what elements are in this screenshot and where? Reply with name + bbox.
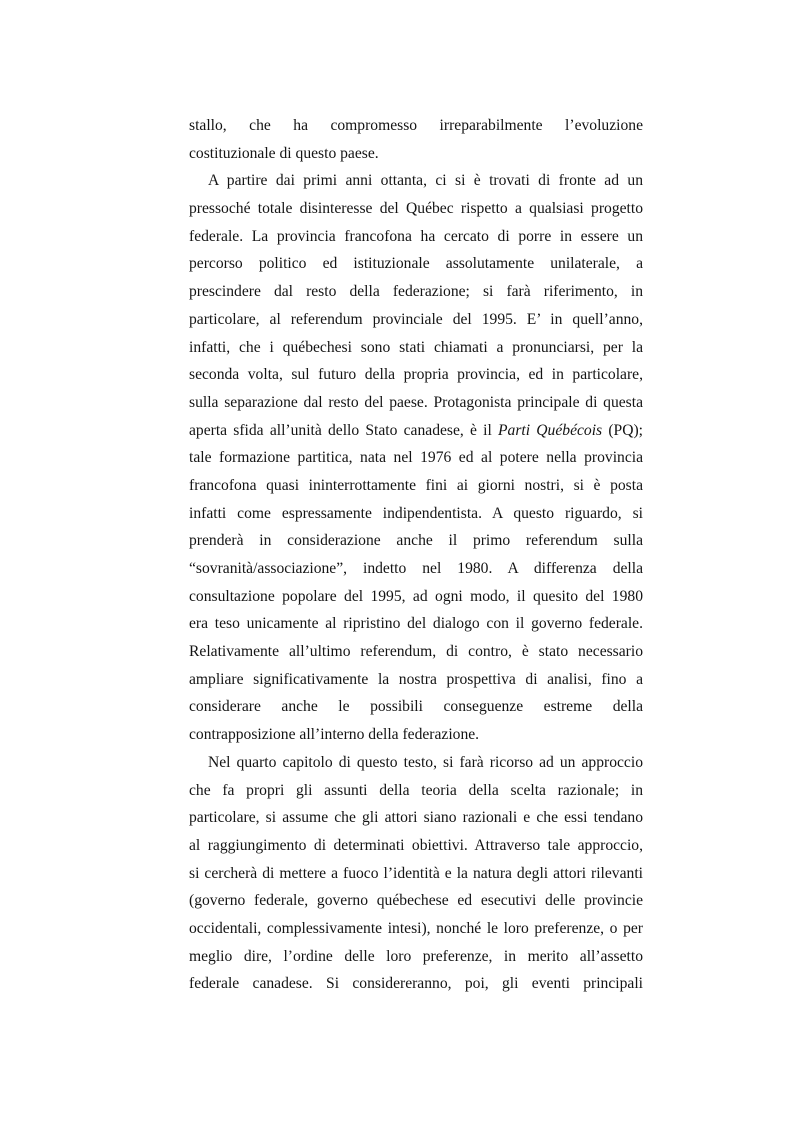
text-line: costituzionale di questo paese. bbox=[189, 144, 379, 162]
text-line: sulla separazione dal resto del paese. Protagonista principale di questa bbox=[189, 393, 643, 411]
text-line: aperta sfida all’unità dello Stato canadese, è il Parti Québécois (PQ); bbox=[189, 421, 643, 439]
paragraph bbox=[189, 167, 643, 748]
text-line: prenderà in considerazione anche il primo referendum sulla bbox=[189, 532, 643, 550]
text-line: particolare, al referendum provinciale del 1995. E’ in quell’anno, bbox=[189, 310, 643, 328]
italic-term: Parti Québécois bbox=[498, 421, 603, 439]
text-line: Nel quarto capitolo di questo testo, si farà ricorso ad un approccio bbox=[208, 753, 643, 771]
paragraph bbox=[189, 749, 643, 998]
text-line: ampliare significativamente la nostra prospettiva di analisi, fino a bbox=[189, 670, 643, 688]
text-line: francofona quasi ininterrottamente fini ai giorni nostri, si è posta bbox=[189, 476, 643, 494]
text-line: federale. La provincia francofona ha cercato di porre in essere un bbox=[189, 227, 643, 245]
text-line: tale formazione partitica, nata nel 1976 ed al potere nella provincia bbox=[189, 449, 643, 467]
text-line: infatti come espressamente indipendentista. A questo riguardo, si bbox=[189, 504, 643, 522]
text-line: particolare, si assume che gli attori siano razionali e che essi tendano bbox=[189, 809, 643, 827]
text-line: consultazione popolare del 1995, ad ogni modo, il quesito del 1980 bbox=[189, 587, 643, 605]
text-line: meglio dire, l’ordine delle loro preferenze, in merito all’assetto bbox=[189, 947, 643, 965]
text-line: seconda volta, sul futuro della propria provincia, ed in particolare, bbox=[189, 366, 643, 384]
text-line: infatti, che i québechesi sono stati chiamati a pronunciarsi, per la bbox=[189, 338, 643, 356]
text-line: occidentali, complessivamente intesi), nonché le loro preferenze, o per bbox=[189, 919, 643, 937]
text-line: considerare anche le possibili conseguenze estreme della bbox=[189, 698, 643, 716]
text-line: si cercherà di mettere a fuoco l’identità e la natura degli attori rilevanti bbox=[189, 864, 643, 882]
text-line: al raggiungimento di determinati obiettivi. Attraverso tale approccio, bbox=[189, 836, 643, 854]
text-line: era teso unicamente al ripristino del dialogo con il governo federale. bbox=[189, 615, 643, 633]
text-line: prescindere dal resto della federazione; si farà riferimento, in bbox=[189, 283, 643, 301]
text-line: federale canadese. Si considereranno, poi, gli eventi principali bbox=[189, 975, 643, 993]
text-line: A partire dai primi anni ottanta, ci si è trovati di fronte ad un bbox=[208, 172, 643, 190]
text-line: (governo federale, governo québechese ed esecutivi delle provincie bbox=[189, 892, 643, 910]
text-line: “sovranità/associazione”, indetto nel 1980. A differenza della bbox=[189, 560, 643, 577]
text-line: che fa propri gli assunti della teoria della scelta razionale; in bbox=[189, 781, 643, 799]
text-line: pressoché totale disinteresse del Québec rispetto a qualsiasi progetto bbox=[189, 200, 643, 218]
paragraph bbox=[189, 112, 643, 167]
text-line: stallo, che ha compromesso irreparabilmente l’evoluzione bbox=[189, 117, 643, 134]
text-line: contrapposizione all’interno della federazione. bbox=[189, 726, 480, 744]
text-line: Relativamente all’ultimo referendum, di contro, è stato necessario bbox=[189, 643, 643, 661]
text-line: percorso politico ed istituzionale assolutamente unilaterale, a bbox=[189, 255, 643, 273]
body-text bbox=[189, 112, 643, 998]
